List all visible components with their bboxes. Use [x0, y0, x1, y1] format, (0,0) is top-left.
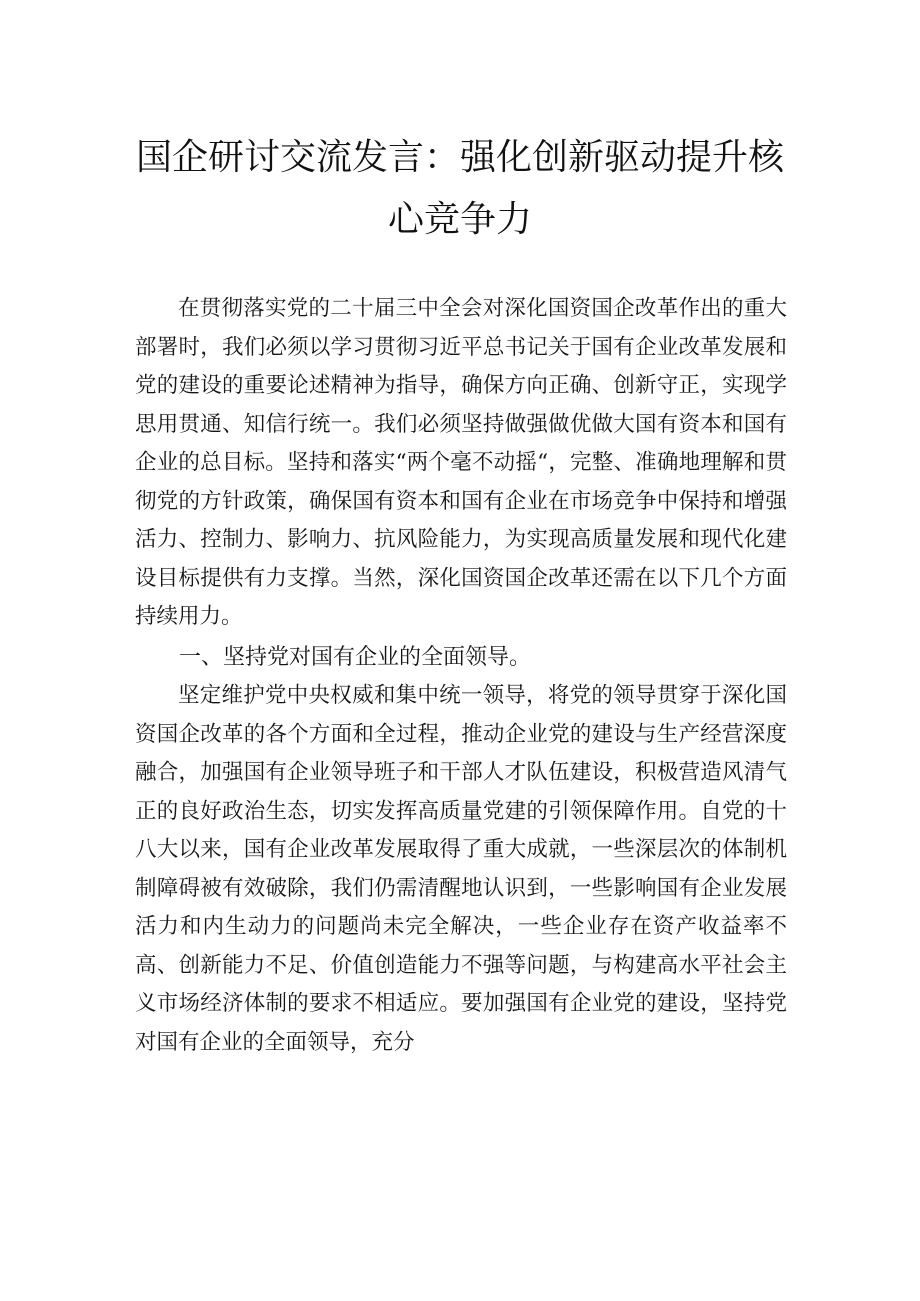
- section-heading-1: 一、坚持党对国有企业的全面领导。: [179, 644, 532, 670]
- section-1-paragraph: 坚定维护党中央权威和集中统一领导，将党的领导贯穿于深化国资国企改革的各个方面和全过程，推动企业党的建设与生产经营深度融合，加强国有企业领导班子和干部人才队伍建设，积极营造风清气正的良好政治生态，切实发挥高质量党建的引领保障作用。自党的十八大以来，国有企业改革发展取得了重大成就，一些深层次的体制机制障碍被有效破除，我们仍需清醒地认识到，一些影响国有企业发展活力和内生动力的问题尚未完全解决，一些企业存在资产收益率不高、创新能力不足、价值创造能力不强等问题，与构建高水平社会主义市场经济体制的要求不相适应。要加强国有企业党的建设，坚持党对国有企业的全面领导，充分: [135, 683, 787, 1055]
- document-title-line-1: 国企研讨交流发言：强化创新驱动提升核: [135, 137, 784, 178]
- document-title-line-2: 心竞争力: [387, 199, 532, 240]
- document-body: [135, 290, 787, 1062]
- intro-paragraph: 在贯彻落实党的二十届三中全会对深化国资国企改革作出的重大部署时，我们必须以学习贯彻习近平总书记关于国有企业改革发展和党的建设的重要论述精神为指导，确保方向正确、创新守正，实现学思用贯通、知信行统一。我们必须坚持做强做优做大国有资本和国有企业的总目标。坚持和落实“两个毫不动摇“，完整、准确地理解和贯彻党的方针政策，确保国有资本和国有企业在市场竞争中保持和增强活力、控制力、影响力、抗风险能力，为实现高质量发展和现代化建设目标提供有力支撑。当然，深化国资国企改革还需在以下几个方面持续用力。: [135, 296, 787, 629]
